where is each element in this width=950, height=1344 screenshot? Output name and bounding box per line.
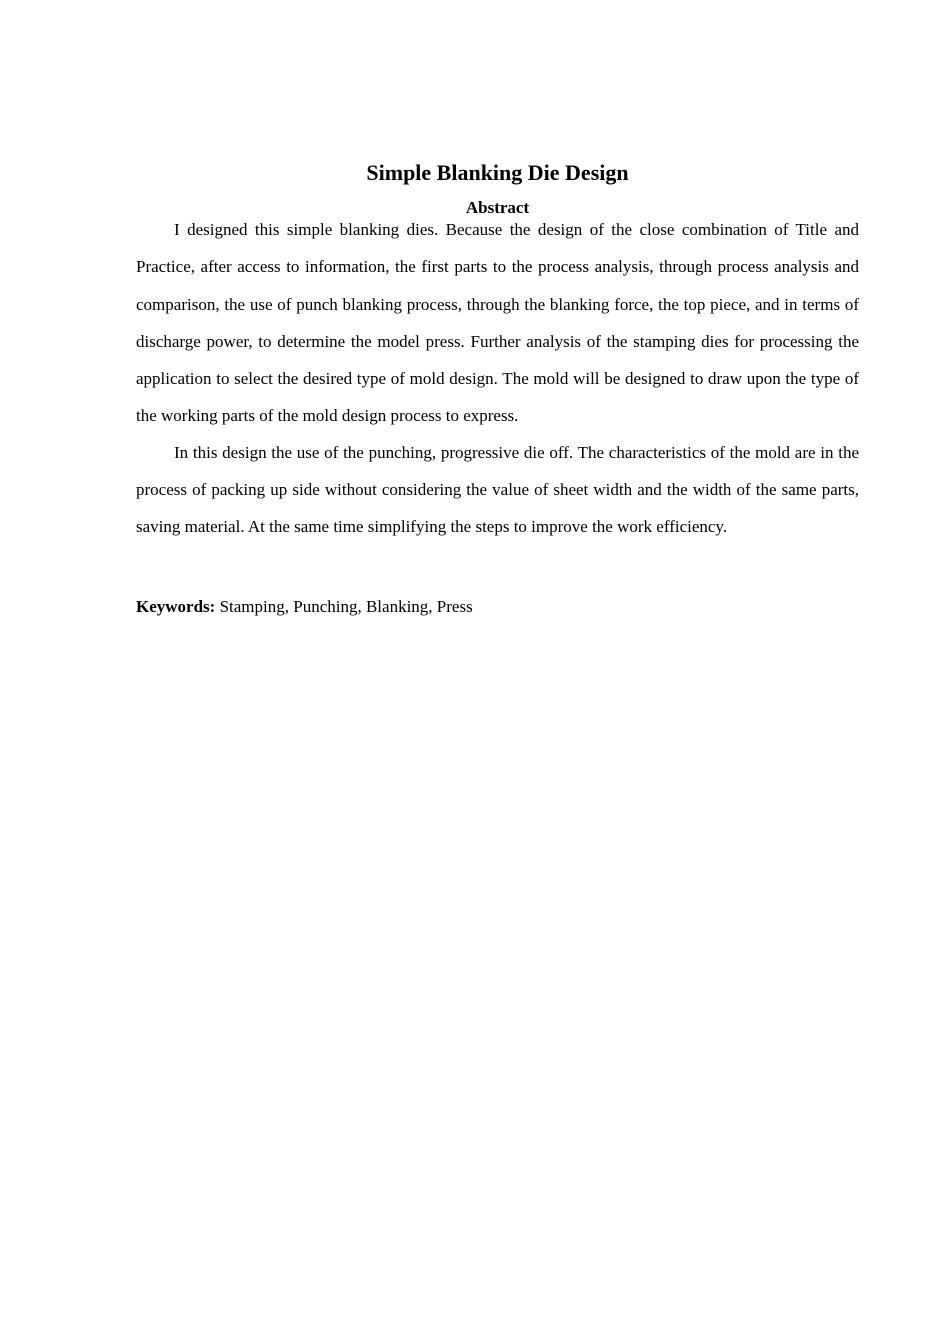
abstract-paragraph-2: In this design the use of the punching, progressive die off. The characteristics of the mold are in the process of packing up side without considering the value of sheet width and the width of the same parts, saving material. At the same time simplifying the steps to improve the work efficiency. <box>136 442 859 537</box>
keywords-text: Stamping, Punching, Blanking, Press <box>219 596 473 616</box>
abstract-heading: Abstract <box>465 198 530 217</box>
keywords-line <box>136 596 859 618</box>
document-page <box>136 158 859 618</box>
abstract-paragraph-1: I designed this simple blanking dies. Because the design of the close combination of Title and Practice, after access to information, the first parts to the process analysis, through process analysis and comparison, the use of punch blanking process, through the blanking force, the top piece, and in terms of discharge power, to determine the model press. Further analysis of the stamping dies for processing the application to select the desired type of mold design. The mold will be designed to draw upon the type of the working parts of the mold design process to express. <box>136 220 859 426</box>
keywords-label: Keywords: <box>136 596 216 616</box>
document-title: Simple Blanking Die Design <box>366 160 629 185</box>
